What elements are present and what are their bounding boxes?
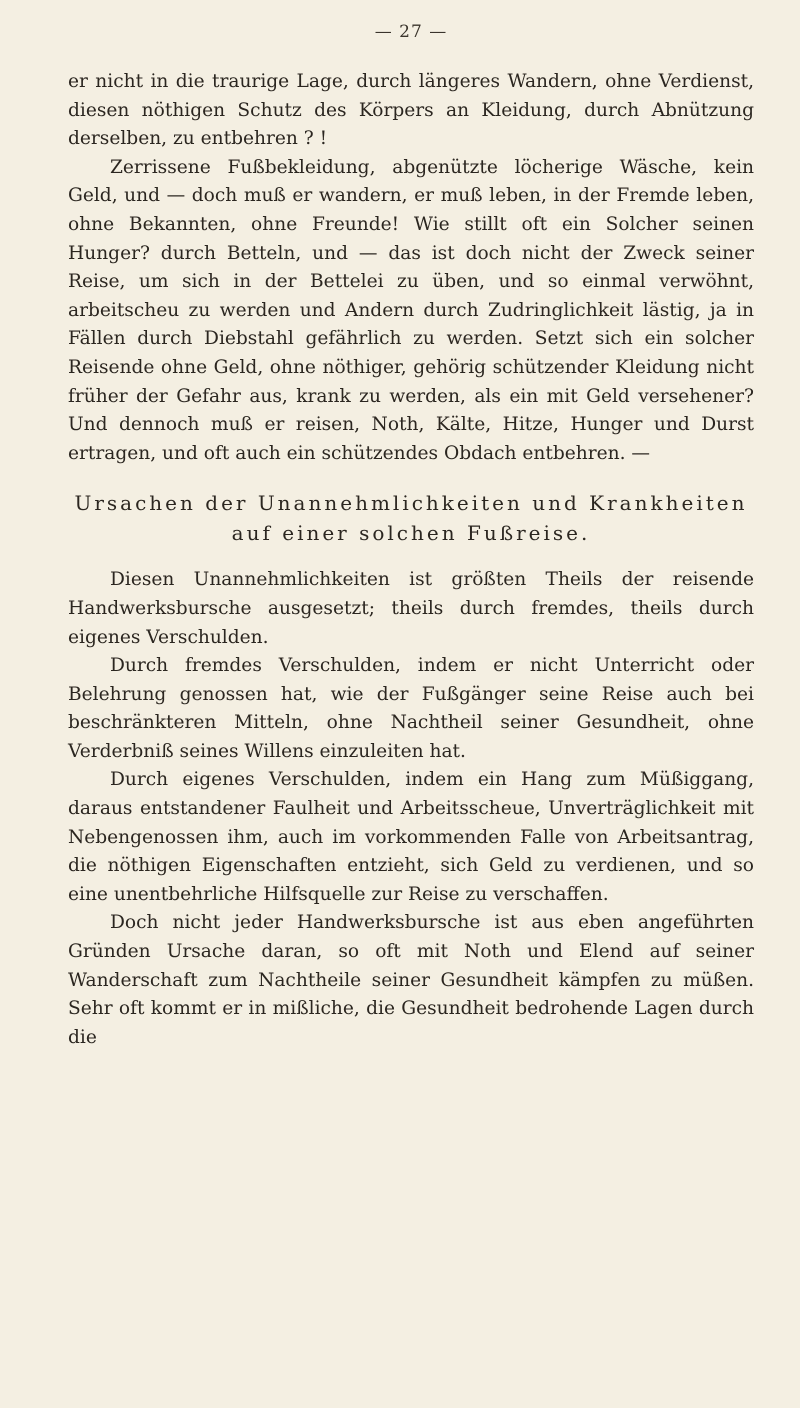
paragraph-causes-intro: Diesen Unannehmlichkeiten ist größten Theils der reisende Handwerksbursche ausgesetzt; theils durch fremdes, theils durch eigenes Verschulden.: [68, 569, 754, 648]
paragraph-wandering-hardship: Zerrissene Fußbekleidung, abgenützte löcherige Wäsche, kein Geld, und — doch muß er wandern, er muß leben, in der Fremde leben, ohne Bekannten, ohne Freunde! Wie stillt oft ein Solcher seinen Hunger? durch Betteln, und — das ist doch nicht der Zweck seiner Reise, um sich in der Bettelei zu üben, und so einmal verwöhnt, arbeitscheu zu werden und Andern durch Zudringlichkeit lästig, ja in Fällen durch Diebstahl gefährlich zu werden. Setzt sich ein solcher Reisende ohne Geld, ohne nöthiger, gehörig schützender Kleidung nicht früher der Gefahr aus, krank zu werden, als ein mit Geld versehener? Und dennoch muß er reisen, Noth, Kälte, Hitze, Hunger und Durst ertragen, und oft auch ein schützendes Obdach entbehren. —: [68, 156, 754, 464]
section-heading: [68, 488, 754, 548]
document-page: [68, 22, 754, 1052]
page-number: — 27 —: [374, 22, 448, 42]
section-heading-line-2: auf einer solchen Fußreise.: [231, 521, 591, 546]
paragraph-foreign-fault: Durch fremdes Verschulden, indem er nicht Unterricht oder Belehrung genossen hat, wie der Fußgänger seine Reise auch bei beschränkteren Mitteln, ohne Nachtheil seiner Gesundheit, ohne Verderbniß seines Willens einzuleiten hat.: [68, 655, 754, 762]
paragraph-own-fault: Durch eigenes Verschulden, indem ein Hang zum Müßiggang, daraus entstandener Faulheit und Arbeitsscheue, Unverträglichkeit mit Nebengenossen ihm, auch im vorkommenden Falle von Arbeitsantrag, die nöthigen Eigenschaften entzieht, sich Geld zu verdienen, und so eine unentbehrliche Hilfsquelle zur Reise zu verschaffen.: [68, 769, 754, 905]
paragraph-not-every-journeyman: Doch nicht jeder Handwerksbursche ist aus eben angeführten Gründen Ursache daran, so oft mit Noth und Elend auf seiner Wanderschaft zum Nachtheile seiner Gesundheit kämpfen zu müßen. Sehr oft kommt er in mißliche, die Gesundheit bedrohende Lagen durch die: [68, 912, 754, 1048]
paragraph-continuation: er nicht in die traurige Lage, durch längeres Wandern, ohne Verdienst, diesen nöthigen Schutz des Körpers an Kleidung, durch Abnützung derselben, zu entbehren ? !: [68, 71, 754, 150]
section-heading-line-1: Ursachen der Unannehmlichkeiten und Krankheiten: [74, 491, 748, 516]
